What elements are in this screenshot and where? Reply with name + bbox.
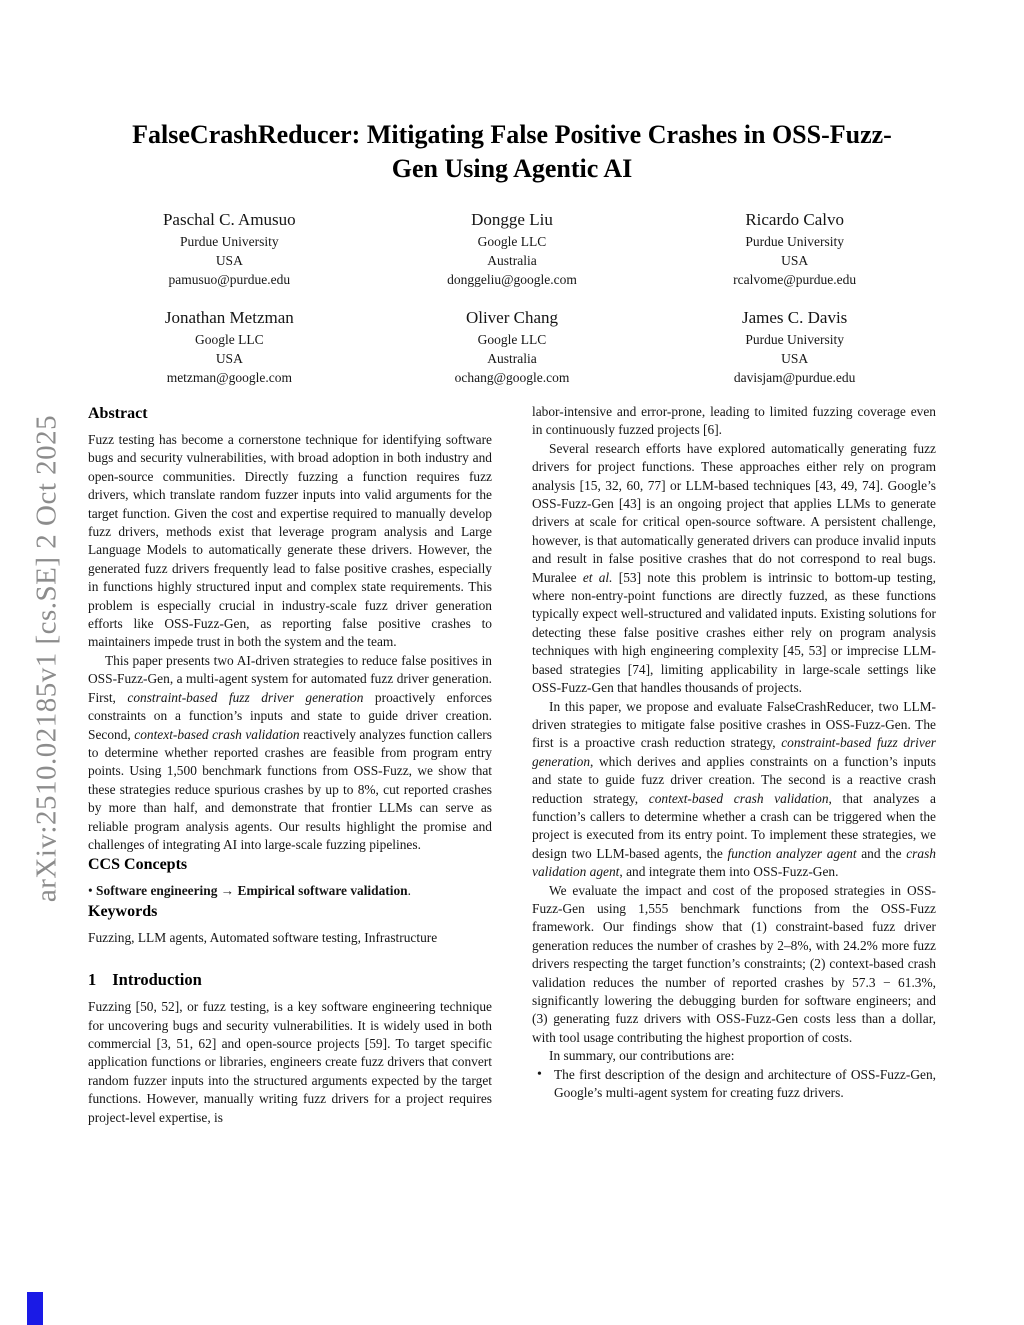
blue-corner-mark — [27, 1292, 43, 1325]
body-paragraph-proposal: In this paper, we propose and evaluate FalseCrashReducer, two LLM-driven strategies to mitigate false positive crashes in OSS-Fuzz-Gen. The first is a proactive crash reduction strategy, constraint-based fuzz driver generation, which derives and applies constraints on a function’s inputs and state to guide fuzz driver creation. The second is a reactive crash reduction strategy, context-based crash validation, that analyzes a function’s callers to determine whether a crash can be triggered when the project is executed from its entry point. To implement these strategies, we design two LLM-based agents, the function analyzer agent and the crash validation agent, and integrate them into OSS-Fuzz-Gen. — [532, 698, 937, 880]
contributions-list — [532, 1066, 936, 1103]
author-country: USA — [781, 351, 809, 366]
author-affiliation: Google LLC — [195, 332, 264, 347]
author-card — [371, 208, 654, 289]
author-email: metzman@google.com — [166, 370, 292, 385]
keywords-text: Fuzzing, LLM agents, Automated software testing, Infrastructure — [88, 929, 438, 945]
author-card — [88, 306, 371, 387]
author-email: ochang@google.com — [454, 370, 570, 385]
section-heading-introduction — [88, 969, 492, 991]
column-left — [88, 403, 492, 1127]
body-paragraph-summary-lead: In summary, our contributions are: — [549, 1048, 735, 1064]
contribution-item: • The first description of the design and architecture of OSS-Fuzz-Gen, Google’s multi-agent system for creating fuzz drivers. — [554, 1066, 936, 1103]
paper-content — [88, 0, 936, 1127]
section-number: 1 — [88, 970, 97, 990]
body-paragraph-continuation: labor-intensive and error-prone, leading to limited fuzzing coverage even in continuously fuzzed projects [6]. — [532, 404, 936, 438]
author-email: donggeliu@google.com — [447, 272, 577, 287]
author-name: Jonathan Metzman — [164, 308, 294, 327]
body-paragraph-related-efforts: Several research efforts have explored automatically generating fuzz drivers for project functions. These approaches either rely on program analysis [15, 32, 60, 77] or LLM-based techniques [43, 49, 74]. Google’s OSS-Fuzz-Gen [43] is an ongoing project that applies LLMs to generate drivers at scale for critical open-source software. A persistent challenge, however, is that automatically generated drivers can produce invalid inputs and result in false positive crashes that do not correspond to real bugs. Muralee et al. [53] note this problem is intrinsic to bottom-up testing, where non-entry-point functions are directly fuzzed, as these functions typically expect well-structured and validated inputs. Existing solutions for detecting these false positive crashes either rely on program analysis techniques with high engineering complexity [45, 53] or imprecise LLM-based strategies [74], limiting applicability in large-scale settings like OSS-Fuzz-Gen that handles thousands of projects. — [532, 440, 936, 696]
paper-title: FalseCrashReducer: Mitigating False Positive Crashes in OSS-Fuzz-Gen Using Agentic AI — [132, 120, 892, 183]
abstract-paragraph-2: This paper presents two AI-driven strategies to reduce false positives in OSS-Fuzz-Gen, a multi-agent system for automated fuzz driver generation. First, constraint-based fuzz driver generation proactively enforces constraints on a function’s inputs and state to guide driver creation. Second, context-based crash validation reactively analyzes function callers to determine whether reported crashes are feasible from program entry points. Using 1,500 benchmark functions from OSS-Fuzz, we show that these strategies reduce spurious crashes by up to 8%, cut reported crashes by more than half, and demonstrate that frontier LLMs can serve as reliable program analysis agents. Our results highlight the promise and challenges of integrating AI into large-scale fuzzing pipelines. — [88, 652, 492, 852]
ccs-concepts-line: • Software engineering → Empirical software validation. — [88, 883, 411, 899]
author-card — [88, 208, 371, 289]
author-affiliation: Purdue University — [180, 234, 279, 249]
author-name: Oliver Chang — [465, 308, 559, 327]
author-name: Paschal C. Amusuo — [162, 210, 296, 229]
author-country: Australia — [487, 253, 537, 268]
keywords-heading: Keywords — [88, 902, 158, 920]
author-email: davisjam@purdue.edu — [733, 370, 856, 385]
author-email: rcalvome@purdue.edu — [733, 272, 857, 287]
section-title: Introduction — [112, 970, 202, 990]
abstract-heading: Abstract — [88, 405, 148, 422]
abstract-paragraph-1: Fuzz testing has become a cornerstone technique for identifying software bugs and security vulnerabilities, with broad adoption in both industry and open-source communities. Directly fuzzing a function requires fuzz drivers, which translate random fuzzer inputs into valid arguments for the target function. Given the cost and expertise required to manually develop fuzz drivers, methods exist that leverage program analysis and Large Language Models to automatically generate these drivers. However, the generated fuzz drivers frequently lead to false positive crashes, especially in functions highly structured input and complex state requirements. This problem is especially crucial in industry-scale fuzz driver generation efforts like OSS-Fuzz-Gen, as reporting false positive crashes to maintainers impede trust in both the system and the team. — [88, 432, 492, 650]
author-card — [653, 306, 936, 387]
author-affiliation: Google LLC — [477, 234, 547, 249]
column-right — [532, 403, 936, 1102]
author-affiliation: Purdue University — [745, 234, 844, 249]
authors-grid — [88, 208, 936, 387]
author-country: Australia — [487, 351, 537, 366]
author-country: USA — [215, 253, 243, 268]
author-name: James C. Davis — [742, 308, 848, 327]
author-affiliation: Purdue University — [745, 332, 844, 347]
author-card — [371, 306, 654, 387]
arxiv-watermark: arXiv:2510.02185v1 [cs.SE] 2 Oct 2025 — [30, 414, 63, 903]
two-column-body — [88, 403, 936, 1127]
ccs-heading: CCS Concepts — [88, 856, 188, 874]
intro-paragraph-1: Fuzzing [50, 52], or fuzz testing, is a key software engineering technique for uncovering bugs and security vulnerabilities. It is widely used in both commercial [3, 51, 62] and open-source projects [59]. To target specific application functions or libraries, engineers create fuzz drivers that convert random fuzzer inputs into the structured arguments expected by the target functions. However, manually writing fuzz drivers for a project requires project-level expertise, is — [88, 999, 492, 1125]
body-paragraph-evaluation: We evaluate the impact and cost of the proposed strategies in OSS-Fuzz-Gen using 1,555 benchmark functions from the OSS-Fuzz framework. Our findings show that (1) constraint-based fuzz driver generation reduces the number of crashes by 2–8%, with 24.2% more fuzz drivers respecting the target function’s constraints; (2) context-based crash validation reduces the number of reported crashes by 57.3 − 61.3%, significantly lowering the debugging burden for software engineers; and (3) generating fuzz drivers with OSS-Fuzz-Gen costs less than a dollar, with tool usage contributing the highest proportion of costs. — [532, 882, 936, 1045]
author-country: USA — [781, 253, 809, 268]
author-email: pamusuo@purdue.edu — [168, 272, 291, 287]
author-name: Ricardo Calvo — [745, 210, 844, 229]
author-name: Dongge Liu — [471, 210, 553, 229]
author-country: USA — [215, 351, 243, 366]
author-affiliation: Google LLC — [477, 332, 547, 347]
author-card — [653, 208, 936, 289]
